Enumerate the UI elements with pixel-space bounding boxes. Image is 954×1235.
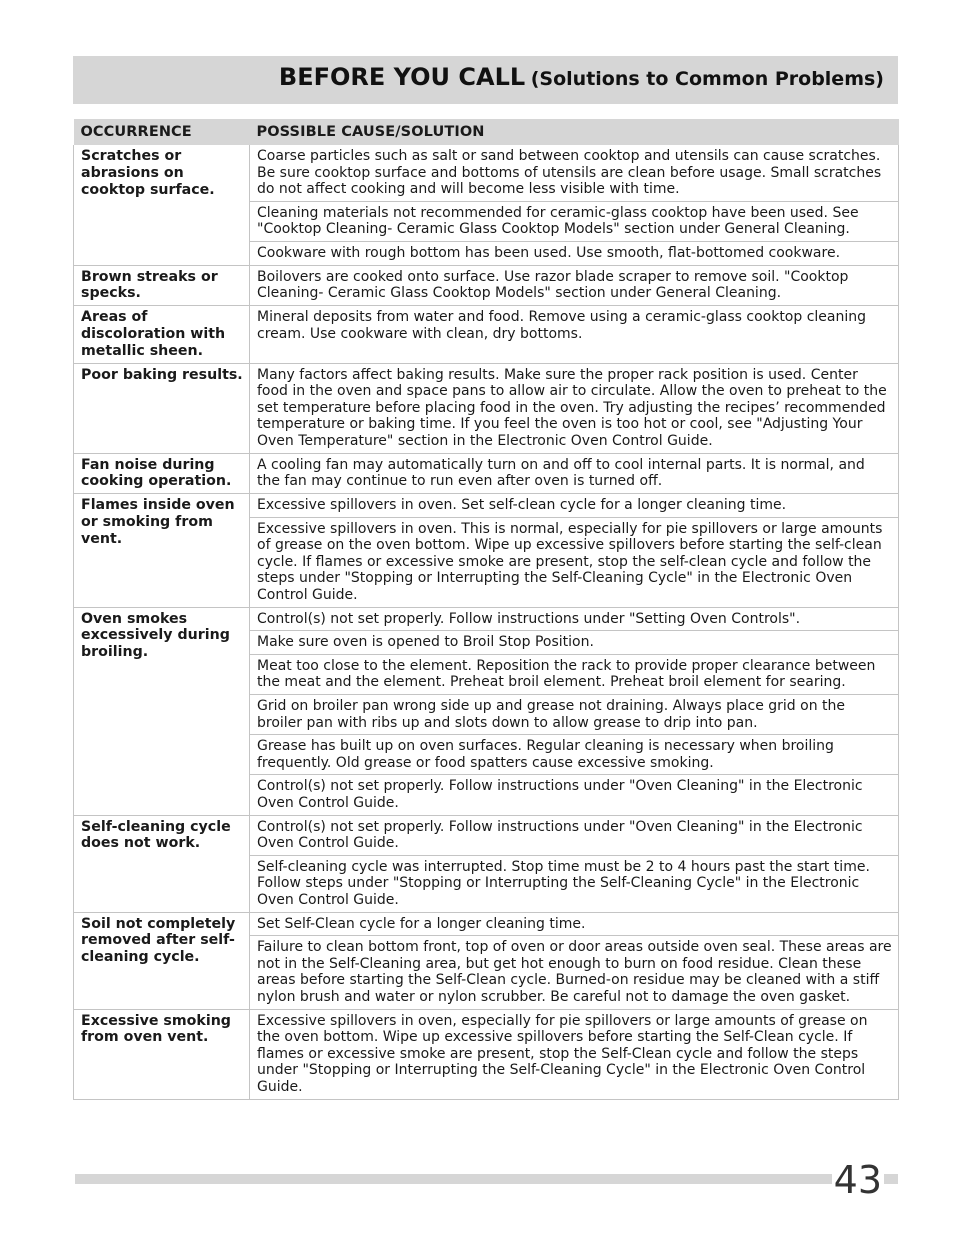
- solution-cell: Control(s) not set properly. Follow instructions under "Oven Cleaning" in the Electronic Oven Control Guide.: [250, 775, 899, 815]
- solution-cell: Self-cleaning cycle was interrupted. Stop time must be 2 to 4 hours past the start time. Follow steps under "Stopping or Interrupting the Self-Cleaning Cycle" in the Electronic Oven Control Guide.: [250, 855, 899, 912]
- solution-cell: Control(s) not set properly. Follow instructions under "Setting Oven Controls".: [250, 607, 899, 631]
- occurrence-cell: Self-cleaning cycle does not work.: [74, 815, 250, 912]
- occurrence-cell: Scratches or abrasions on cooktop surface.: [74, 145, 250, 265]
- page-title-main: BEFORE YOU CALL: [278, 63, 526, 91]
- solution-cell: Cookware with rough bottom has been used. Use smooth, flat-bottomed cookware.: [250, 241, 899, 265]
- solution-cell: A cooling fan may automatically turn on and off to cool internal parts. It is normal, and the fan may continue to run even after oven is turned off.: [250, 453, 899, 494]
- solution-cell: Failure to clean bottom front, top of oven or door areas outside oven seal. These areas are not in the Self-Cleaning area, but get hot enough to burn on food residue. Clean these areas before starting the Self-Clean cycle. Burned-on residue may be cleaned with a stiff nylon brush and water or nylon scrubber. Be careful not to damage the oven gasket.: [250, 936, 899, 1009]
- solution-cell: Excessive spillovers in oven. Set self-clean cycle for a longer cleaning time.: [250, 494, 899, 518]
- solution-cell: Mineral deposits from water and food. Remove using a ceramic-glass cooktop cleaning cream. Use cookware with clean, dry bottoms.: [250, 306, 899, 363]
- solution-cell: Coarse particles such as salt or sand between cooktop and utensils can cause scratches. Be sure cooktop surface and bottoms of utensils are clean before usage. Small scratches do not affect cooking and will become less visible with time.: [250, 145, 899, 201]
- solution-cell: Excessive spillovers in oven. This is normal, especially for pie spillovers or large amounts of grease on the oven bottom. Wipe up excessive spillovers before starting the self-clean cycle. If flames or excessive smoke are present, stop the self-clean cycle and follow the steps under "Stopping or Interrupting the Self-Cleaning Cycle" in the Electronic Oven Control Guide.: [250, 517, 899, 607]
- solution-cell: Excessive spillovers in oven, especially for pie spillovers or large amounts of grease on the oven bottom. Wipe up excessive spillovers before starting the Self-Clean cycle. If flames or excessive smoke are present, stop the Self-Clean cycle and follow the steps under "Stopping or Interrupting the Self-Cleaning Cycle" in the Electronic Oven Control Guide.: [250, 1009, 899, 1099]
- occurrence-cell: Poor baking results.: [74, 363, 250, 453]
- solution-cell: Grease has built up on oven surfaces. Regular cleaning is necessary when broiling frequently. Old grease or food spatters cause excessive smoking.: [250, 735, 899, 775]
- occurrence-cell: Soil not completely removed after self-cleaning cycle.: [74, 912, 250, 1009]
- table-row: [74, 815, 899, 855]
- occurrence-cell: Excessive smoking from oven vent.: [74, 1009, 250, 1099]
- occurrence-cell: Fan noise during cooking operation.: [74, 453, 250, 494]
- solution-cell: Cleaning materials not recommended for ceramic-glass cooktop have been used. See "Cooktop Cleaning- Ceramic Glass Cooktop Models" section under General Cleaning.: [250, 201, 899, 241]
- page-number: 43: [833, 1158, 882, 1202]
- occurrence-cell: Areas of discoloration with metallic sheen.: [74, 306, 250, 363]
- table-row: [74, 265, 899, 306]
- occurrence-cell: Brown streaks or specks.: [74, 265, 250, 306]
- occurrence-cell: Flames inside oven or smoking from vent.: [74, 494, 250, 608]
- troubleshooting-table: [73, 119, 899, 1100]
- solution-cell: Grid on broiler pan wrong side up and grease not draining. Always place grid on the broiler pan with ribs up and slots down to allow grease to drip into pan.: [250, 695, 899, 735]
- page-title: [279, 63, 884, 91]
- table-row: [74, 453, 899, 494]
- table-header-row: [74, 119, 899, 145]
- header-band: [73, 56, 898, 104]
- occurrence-cell: Oven smokes excessively during broiling.: [74, 607, 250, 815]
- table-row: [74, 363, 899, 453]
- solution-cell: Many factors affect baking results. Make sure the proper rack position is used. Center food in the oven and space pans to allow air to circulate. Allow the oven to preheat to the set temperature before placing food in the oven. Try adjusting the recipes’ recommended temperature or baking time. If you feel the oven is too hot or cool, see "Adjusting Your Oven Temperature" section in the Electronic Oven Control Guide.: [250, 363, 899, 453]
- solution-cell: Make sure oven is opened to Broil Stop Position.: [250, 631, 899, 655]
- column-header-solution: POSSIBLE CAUSE/SOLUTION: [250, 119, 899, 145]
- footer-bar: [75, 1174, 898, 1184]
- solution-cell: Control(s) not set properly. Follow instructions under "Oven Cleaning" in the Electronic Oven Control Guide.: [250, 815, 899, 855]
- table-row: [74, 494, 899, 518]
- solution-cell: Set Self-Clean cycle for a longer cleaning time.: [250, 912, 899, 936]
- solution-cell: Meat too close to the element. Reposition the rack to provide proper clearance between the meat and the element. Preheat broil element. Preheat broil element for searing.: [250, 654, 899, 694]
- table-row: [74, 306, 899, 363]
- page-title-subtitle: (Solutions to Common Problems): [530, 68, 884, 90]
- column-header-occurrence: OCCURRENCE: [74, 119, 250, 145]
- solution-cell: Boilovers are cooked onto surface. Use razor blade scraper to remove soil. "Cooktop Cleaning- Ceramic Glass Cooktop Models" section under General Cleaning.: [250, 265, 899, 306]
- table-body: [74, 145, 899, 1099]
- table-row: [74, 145, 899, 201]
- table-row: [74, 912, 899, 936]
- table-row: [74, 1009, 899, 1099]
- table-row: [74, 607, 899, 631]
